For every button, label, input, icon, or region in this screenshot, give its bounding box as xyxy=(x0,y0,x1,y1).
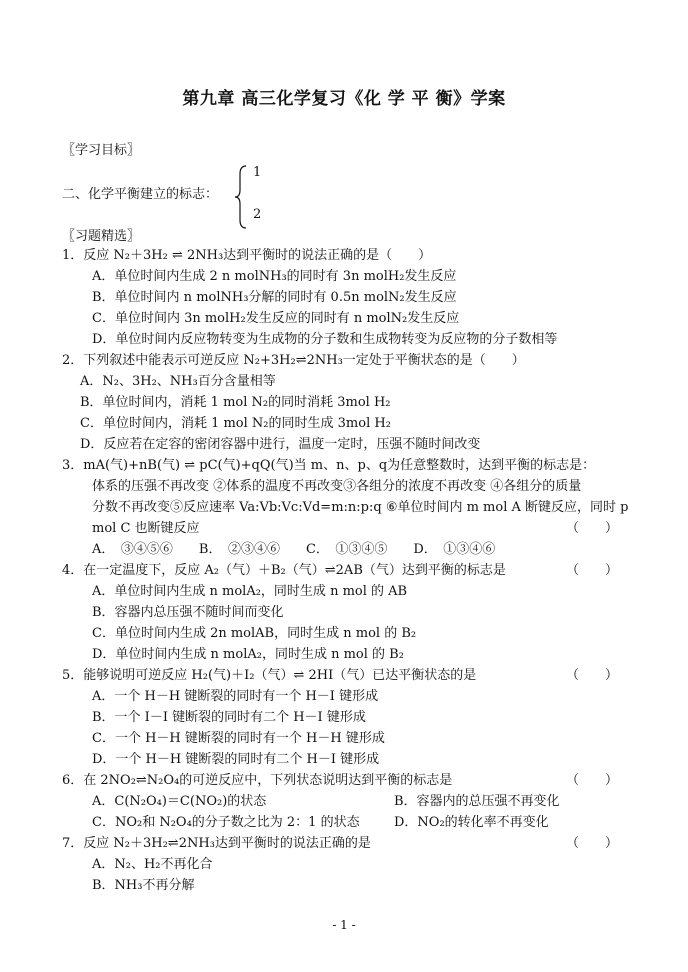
q1-option-d: D．单位时间内反应物转变为生成物的分子数和生成物转变为反应物的分子数相等 xyxy=(92,332,558,347)
marker-item-1: 1 xyxy=(253,165,262,180)
section-exercises: 〖习题精选〗 xyxy=(62,229,141,244)
q5-answer-paren: （ ） xyxy=(566,668,619,683)
q4-option-d: D．单位时间内生成 n molA₂，同时生成 n mol 的 B₂ xyxy=(92,647,404,662)
q6-answer-paren: （ ） xyxy=(566,773,619,788)
q6-stem: 6．在 2NO₂⇌N₂O₄的可逆反应中，下列状态说明达到平衡的标志是 xyxy=(62,773,453,788)
section-marker-label: 二、化学平衡建立的标志： xyxy=(62,187,219,202)
q7-answer-paren: （ ） xyxy=(566,836,619,851)
q6-option-b: B．容器内的总压强不再变化 xyxy=(394,794,560,809)
q1-option-c: C．单位时间内 3n molH₂发生反应的同时有 n molN₂发生反应 xyxy=(92,311,460,326)
q5-option-d: D．一个 H－H 键断裂的同时有二个 H－I 键形成 xyxy=(92,752,380,767)
q3-stem-4: mol C 也断键反应 xyxy=(92,521,200,536)
q5-option-a: A．一个 H－H 键断裂的同时有一个 H－I 键形成 xyxy=(92,689,379,704)
q2-option-b: B．单位时间内，消耗 1 mol N₂的同时消耗 3mol H₂ xyxy=(80,395,391,410)
section-goals: 〖学习目标〗 xyxy=(62,143,141,158)
q3-stem-3: 分数不再改变⑤反应速率 Va:Vb:Vc:Vd=m:n:p:q ⑥单位时间内 m mol A 断键反应，同时 p xyxy=(92,500,629,515)
q7-option-b: B．NH₃不再分解 xyxy=(92,878,195,893)
q3-answer-paren: （ ） xyxy=(566,521,619,536)
q3-stem: 3．mA(气)+nB(气) ⇌ pC(气)+qQ(气)当 m、n、p、q为任意整数时，达到平衡的标志是： xyxy=(62,458,596,473)
q5-option-b: B．一个 I－I 键断裂的同时有二个 H－I 键形成 xyxy=(92,710,366,725)
q5-option-c: C．一个 H－H 键断裂的同时有一个 H－H 键形成 xyxy=(92,731,385,746)
q7-stem: 7．反应 N₂＋3H₂⇌2NH₃达到平衡时的说法正确的是 xyxy=(62,836,371,851)
q6-option-a: A．C(N₂O₄)＝C(NO₂)的状态 xyxy=(92,794,267,809)
q7-option-a: A．N₂、H₂不再化合 xyxy=(92,857,213,872)
q4-option-c: C．单位时间内生成 2n molAB，同时生成 n mol 的 B₂ xyxy=(92,626,417,641)
q1-option-b: B．单位时间内 n molNH₃分解的同时有 0.5n molN₂发生反应 xyxy=(92,290,457,305)
marker-item-2: 2 xyxy=(253,207,262,222)
curly-brace-icon xyxy=(234,164,248,230)
q1-stem: 1．反应 N₂＋3H₂ ⇌ 2NH₃达到平衡时的说法正确的是（ ） xyxy=(62,248,432,263)
page-title: 第九章 高三化学复习《化 学 平 衡》学案 xyxy=(182,89,506,109)
q3-options: A． ③④⑤⑥ B． ②③④⑥ C． ①③④⑤ D． ①③④⑥ xyxy=(92,542,496,557)
q2-stem: 2．下列叙述中能表示可逆反应 N₂+3H₂⇌2NH₃一定处于平衡状态的是（ ） xyxy=(62,353,525,368)
q1-option-a: A．单位时间内生成 2 n molNH₃的同时有 3n molH₂发生反应 xyxy=(92,269,457,284)
page-number: - 1 - xyxy=(332,918,356,932)
q2-option-d: D．反应若在定容的密闭容器中进行，温度一定时，压强不随时间改变 xyxy=(80,437,481,452)
q6-option-d: D．NO₂的转化率不再变化 xyxy=(394,815,549,830)
q4-option-a: A．单位时间内生成 n molA₂，同时生成 n mol 的 AB xyxy=(92,584,408,599)
q4-option-b: B．容器内总压强不随时间而变化 xyxy=(92,605,284,620)
q2-option-c: C．单位时间内，消耗 1 mol N₂的同时生成 3mol H₂ xyxy=(80,416,391,431)
q3-stem-2: 体系的压强不再改变 ②体系的温度不再改变③各组分的浓度不再改变 ④各组分的质量 xyxy=(92,479,582,494)
q4-answer-paren: （ ） xyxy=(566,563,619,578)
q2-option-a: A．N₂、3H₂、NH₃百分含量相等 xyxy=(80,374,276,389)
q4-stem: 4．在一定温度下，反应 A₂（气）＋B₂（气）⇌2AB（气）达到平衡的标志是 xyxy=(62,563,506,578)
q6-option-c: C．NO₂和 N₂O₄的分子数之比为 2：1 的状态 xyxy=(92,815,360,830)
q5-stem: 5．能够说明可逆反应 H₂(气)＋I₂（气）⇌ 2HI（气）已达平衡状态的是 xyxy=(62,668,477,683)
